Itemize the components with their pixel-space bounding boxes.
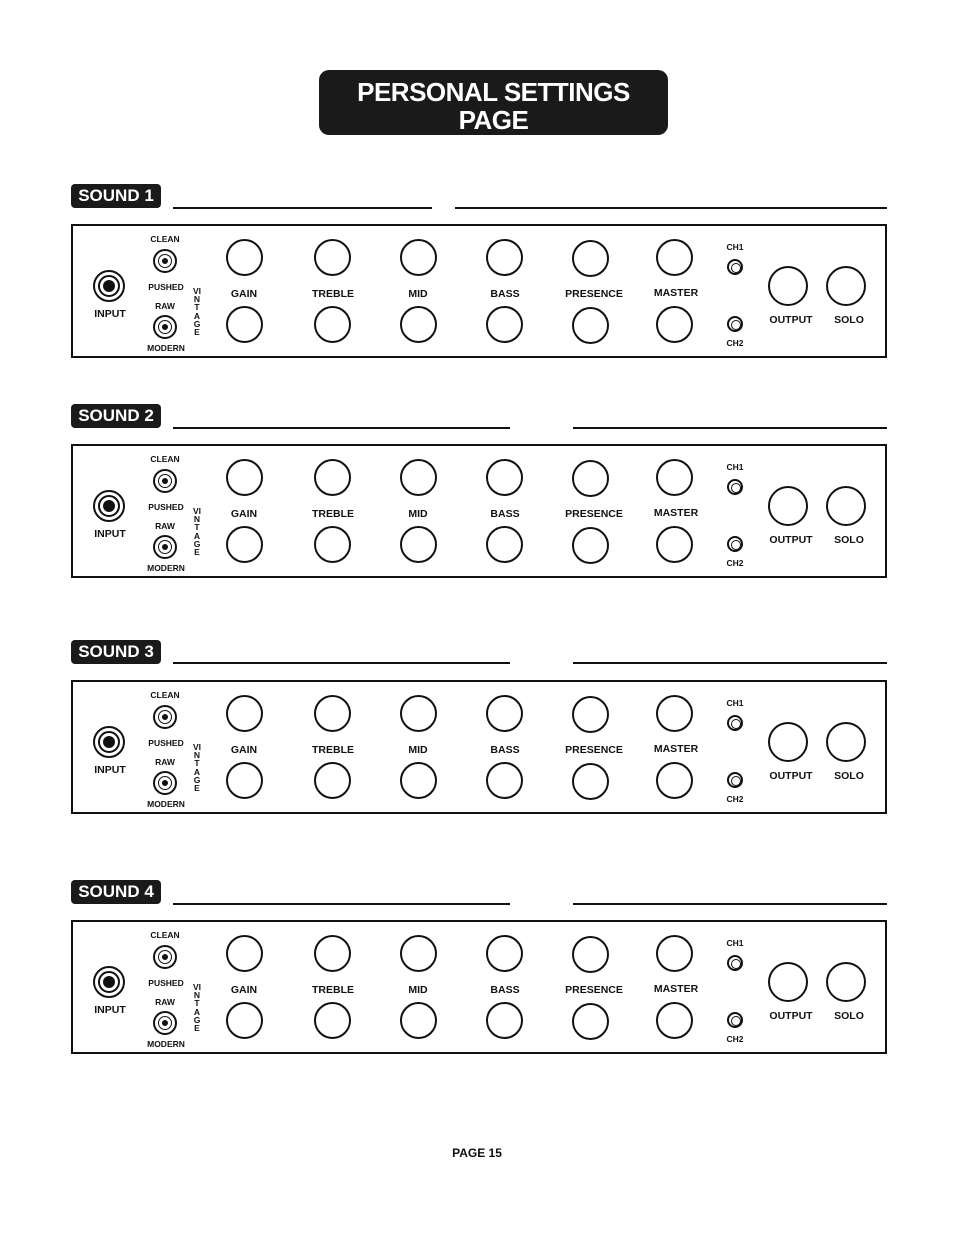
- input-label: INPUT: [94, 528, 126, 540]
- clean-pushed-switch-icon[interactable]: [153, 469, 177, 493]
- amp-panel: [71, 224, 887, 358]
- gain-knob-ch1[interactable]: [226, 239, 263, 276]
- presence-label: PRESENCE: [565, 288, 623, 300]
- input-jack-icon: [93, 490, 125, 522]
- pushed-label: PUSHED: [148, 738, 184, 748]
- gain-knob-ch1[interactable]: [226, 935, 263, 972]
- solo-label: SOLO: [834, 770, 864, 782]
- raw-modern-switch-icon[interactable]: [153, 315, 177, 339]
- pushed-label: PUSHED: [148, 978, 184, 988]
- amp-panel: [71, 444, 887, 578]
- presence-label: PRESENCE: [565, 984, 623, 996]
- output-label: OUTPUT: [769, 534, 813, 546]
- master-knob-ch2[interactable]: [656, 306, 693, 343]
- mid-knob-ch1[interactable]: [400, 239, 437, 276]
- treble-label: TREBLE: [312, 984, 354, 996]
- sound-badge: SOUND 4: [71, 880, 161, 904]
- amp-panel: [71, 920, 887, 1054]
- output-knob[interactable]: [768, 962, 808, 1002]
- presence-knob-ch1[interactable]: [572, 936, 609, 973]
- ch2-label: CH2: [726, 558, 744, 568]
- gain-knob-ch1[interactable]: [226, 695, 263, 732]
- gain-label: GAIN: [230, 288, 258, 300]
- sound-badge: SOUND 2: [71, 404, 161, 428]
- master-knob-ch1[interactable]: [656, 695, 693, 732]
- name-write-line[interactable]: [173, 427, 510, 429]
- gain-label: GAIN: [230, 744, 258, 756]
- raw-label: RAW: [155, 521, 175, 531]
- treble-knob-ch1[interactable]: [314, 459, 351, 496]
- clean-pushed-switch-icon[interactable]: [153, 249, 177, 273]
- master-label: MASTER: [653, 983, 699, 995]
- presence-label: PRESENCE: [565, 744, 623, 756]
- input-jack-icon: [93, 966, 125, 998]
- input-label: INPUT: [94, 1004, 126, 1016]
- ch2-led-icon: [727, 536, 743, 552]
- mid-knob-ch2[interactable]: [400, 762, 437, 799]
- output-label: OUTPUT: [769, 1010, 813, 1022]
- solo-knob[interactable]: [826, 962, 866, 1002]
- clean-label: CLEAN: [150, 690, 180, 700]
- vintage-label: VINTAGE: [192, 742, 202, 794]
- ch2-led-icon: [727, 316, 743, 332]
- raw-label: RAW: [155, 301, 175, 311]
- clean-pushed-switch-icon[interactable]: [153, 705, 177, 729]
- treble-knob-ch1[interactable]: [314, 239, 351, 276]
- ch2-led-icon: [727, 772, 743, 788]
- gain-knob-ch1[interactable]: [226, 459, 263, 496]
- output-label: OUTPUT: [769, 770, 813, 782]
- bass-knob-ch1[interactable]: [486, 935, 523, 972]
- gain-knob-ch2[interactable]: [226, 306, 263, 343]
- ch1-label: CH1: [726, 698, 744, 708]
- sound-section-4: [0, 880, 954, 1080]
- mid-label: MID: [408, 984, 428, 996]
- master-label: MASTER: [653, 507, 699, 519]
- solo-label: SOLO: [834, 534, 864, 546]
- ch2-led-icon: [727, 1012, 743, 1028]
- ch1-led-icon: [727, 715, 743, 731]
- presence-knob-ch1[interactable]: [572, 240, 609, 277]
- output-knob[interactable]: [768, 266, 808, 306]
- input-jack-icon: [93, 270, 125, 302]
- treble-label: TREBLE: [312, 508, 354, 520]
- bass-knob-ch2[interactable]: [486, 526, 523, 563]
- treble-knob-ch2[interactable]: [314, 762, 351, 799]
- mid-knob-ch1[interactable]: [400, 695, 437, 732]
- bass-label: BASS: [490, 288, 520, 300]
- ch1-led-icon: [727, 955, 743, 971]
- bass-knob-ch1[interactable]: [486, 459, 523, 496]
- raw-label: RAW: [155, 757, 175, 767]
- bass-knob-ch2[interactable]: [486, 306, 523, 343]
- mid-knob-ch1[interactable]: [400, 459, 437, 496]
- master-label: MASTER: [653, 743, 699, 755]
- pushed-label: PUSHED: [148, 502, 184, 512]
- bass-label: BASS: [490, 744, 520, 756]
- sound-badge: SOUND 3: [71, 640, 161, 664]
- ch2-label: CH2: [726, 338, 744, 348]
- clean-label: CLEAN: [150, 454, 180, 464]
- treble-knob-ch1[interactable]: [314, 695, 351, 732]
- vintage-label: VINTAGE: [192, 286, 202, 338]
- input-jack-icon: [93, 726, 125, 758]
- raw-label: RAW: [155, 997, 175, 1007]
- pushed-label: PUSHED: [148, 282, 184, 292]
- master-knob-ch2[interactable]: [656, 1002, 693, 1039]
- solo-label: SOLO: [834, 314, 864, 326]
- raw-modern-switch-icon[interactable]: [153, 771, 177, 795]
- page-number: PAGE 15: [452, 1146, 502, 1160]
- raw-modern-switch-icon[interactable]: [153, 535, 177, 559]
- clean-label: CLEAN: [150, 234, 180, 244]
- mid-knob-ch2[interactable]: [400, 1002, 437, 1039]
- gain-label: GAIN: [230, 984, 258, 996]
- sound-section-1: [0, 184, 954, 384]
- mid-label: MID: [408, 744, 428, 756]
- bass-label: BASS: [490, 984, 520, 996]
- treble-label: TREBLE: [312, 744, 354, 756]
- modern-label: MODERN: [147, 563, 185, 573]
- bass-label: BASS: [490, 508, 520, 520]
- presence-label: PRESENCE: [565, 508, 623, 520]
- presence-knob-ch2[interactable]: [572, 307, 609, 344]
- modern-label: MODERN: [147, 1039, 185, 1049]
- mid-label: MID: [408, 508, 428, 520]
- bass-knob-ch2[interactable]: [486, 1002, 523, 1039]
- input-label: INPUT: [94, 764, 126, 776]
- mid-knob-ch2[interactable]: [400, 306, 437, 343]
- presence-knob-ch1[interactable]: [572, 460, 609, 497]
- ch1-led-icon: [727, 259, 743, 275]
- treble-knob-ch2[interactable]: [314, 526, 351, 563]
- notes-write-line[interactable]: [573, 662, 887, 664]
- output-knob[interactable]: [768, 486, 808, 526]
- sound-badge: SOUND 1: [71, 184, 161, 208]
- master-knob-ch2[interactable]: [656, 526, 693, 563]
- name-write-line[interactable]: [173, 207, 432, 209]
- presence-knob-ch2[interactable]: [572, 763, 609, 800]
- ch2-label: CH2: [726, 1034, 744, 1044]
- sound-section-3: [0, 640, 954, 840]
- notes-write-line[interactable]: [455, 207, 887, 209]
- master-knob-ch1[interactable]: [656, 459, 693, 496]
- gain-knob-ch2[interactable]: [226, 762, 263, 799]
- presence-knob-ch1[interactable]: [572, 696, 609, 733]
- ch1-label: CH1: [726, 938, 744, 948]
- treble-label: TREBLE: [312, 288, 354, 300]
- treble-knob-ch2[interactable]: [314, 1002, 351, 1039]
- treble-knob-ch1[interactable]: [314, 935, 351, 972]
- output-knob[interactable]: [768, 722, 808, 762]
- presence-knob-ch2[interactable]: [572, 1003, 609, 1040]
- gain-knob-ch2[interactable]: [226, 1002, 263, 1039]
- sound-section-2: [0, 404, 954, 604]
- vintage-label: VINTAGE: [192, 506, 202, 558]
- bass-knob-ch1[interactable]: [486, 239, 523, 276]
- mid-knob-ch2[interactable]: [400, 526, 437, 563]
- input-label: INPUT: [94, 308, 126, 320]
- clean-label: CLEAN: [150, 930, 180, 940]
- page-title: PERSONAL SETTINGS PAGE: [357, 77, 630, 135]
- ch1-led-icon: [727, 479, 743, 495]
- ch1-label: CH1: [726, 242, 744, 252]
- ch2-label: CH2: [726, 794, 744, 804]
- name-write-line[interactable]: [173, 662, 510, 664]
- notes-write-line[interactable]: [573, 903, 887, 905]
- vintage-label: VINTAGE: [192, 982, 202, 1034]
- amp-panel: [71, 680, 887, 814]
- solo-label: SOLO: [834, 1010, 864, 1022]
- solo-knob[interactable]: [826, 722, 866, 762]
- master-knob-ch1[interactable]: [656, 239, 693, 276]
- output-label: OUTPUT: [769, 314, 813, 326]
- page-title-banner: [319, 70, 668, 157]
- mid-knob-ch1[interactable]: [400, 935, 437, 972]
- modern-label: MODERN: [147, 343, 185, 353]
- solo-knob[interactable]: [826, 266, 866, 306]
- presence-knob-ch2[interactable]: [572, 527, 609, 564]
- mid-label: MID: [408, 288, 428, 300]
- name-write-line[interactable]: [173, 903, 510, 905]
- master-knob-ch2[interactable]: [656, 762, 693, 799]
- gain-label: GAIN: [230, 508, 258, 520]
- bass-knob-ch2[interactable]: [486, 762, 523, 799]
- clean-pushed-switch-icon[interactable]: [153, 945, 177, 969]
- modern-label: MODERN: [147, 799, 185, 809]
- bass-knob-ch1[interactable]: [486, 695, 523, 732]
- master-knob-ch1[interactable]: [656, 935, 693, 972]
- solo-knob[interactable]: [826, 486, 866, 526]
- treble-knob-ch2[interactable]: [314, 306, 351, 343]
- notes-write-line[interactable]: [573, 427, 887, 429]
- gain-knob-ch2[interactable]: [226, 526, 263, 563]
- raw-modern-switch-icon[interactable]: [153, 1011, 177, 1035]
- ch1-label: CH1: [726, 462, 744, 472]
- master-label: MASTER: [653, 287, 699, 299]
- page-subtitle: COMBO VERSION SHOWN: [378, 137, 608, 157]
